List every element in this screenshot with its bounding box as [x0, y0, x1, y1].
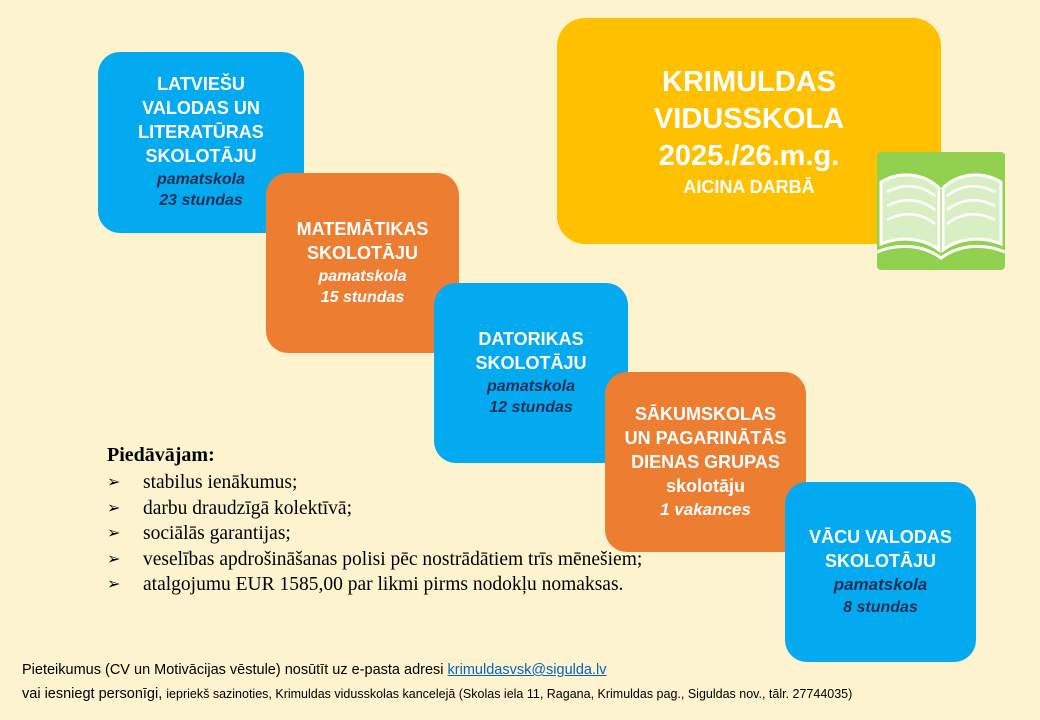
arrow-bullet-icon: ➢	[107, 525, 121, 542]
email-link[interactable]: krimuldasvsk@sigulda.lv	[447, 662, 607, 678]
school-year: 2025./26.m.g.	[658, 139, 840, 172]
offer-text: atalgojumu EUR 1585,00 par likmi pirms nodokļu nomaksas.	[143, 574, 624, 595]
offer-text: stabilus ienākumus;	[143, 472, 298, 493]
vacancy-card-german	[785, 482, 976, 662]
book-icon	[877, 152, 1005, 270]
vacancy-hours: 12 stundas	[489, 398, 573, 416]
vacancy-hours: 1 vakances	[660, 499, 751, 519]
vacancy-title: skolotāju	[665, 475, 745, 496]
vacancy-hours: 8 stundas	[843, 598, 918, 616]
list-item	[107, 521, 642, 547]
vacancy-title: SKOLOTĀJU	[145, 146, 257, 167]
list-item	[107, 572, 642, 598]
vacancy-title: SĀKUMSKOLAS	[634, 403, 776, 424]
school-name-line2: VIDUSSKOLA	[653, 103, 845, 136]
arrow-bullet-icon: ➢	[107, 474, 121, 491]
vacancy-title: VALODAS UN	[142, 98, 260, 119]
vacancy-title: UN PAGARINĀTĀS	[624, 427, 787, 448]
footer-instructions: Pieteikumus (CV un Motivācijas vēstule) nosūtīt uz e-pasta adresi	[22, 662, 448, 678]
vacancy-title: VĀCU VALODAS	[809, 527, 952, 548]
vacancy-card-computing	[434, 283, 628, 463]
vacancy-title: SKOLOTĀJU	[824, 551, 936, 572]
list-item	[107, 496, 642, 522]
vacancy-title: DIENAS GRUPAS	[631, 451, 780, 472]
application-footer	[22, 658, 1032, 706]
list-item	[107, 470, 642, 496]
vacancy-title: LITERATŪRAS	[138, 122, 264, 143]
footer-line-1	[22, 658, 1032, 682]
vacancy-level: pamatskola	[486, 377, 576, 395]
vacancy-hours: 23 stundas	[159, 192, 243, 210]
offers-list	[107, 470, 642, 598]
offer-text: sociālās garantijas;	[143, 523, 291, 544]
offers-section	[107, 444, 642, 598]
vacancy-hours: 15 stundas	[320, 288, 405, 306]
vacancy-title: SKOLOTĀJU	[306, 242, 418, 263]
offer-text: darbu draudzīgā kolektīvā;	[143, 497, 353, 519]
footer-in-person: vai iesniegt personīgi,	[22, 686, 167, 702]
arrow-bullet-icon: ➢	[107, 576, 121, 593]
arrow-bullet-icon: ➢	[107, 550, 121, 568]
vacancy-level: pamatskola	[833, 575, 928, 594]
vacancy-level: pamatskola	[318, 267, 407, 285]
header-subtitle: AICINA DARBĀ	[683, 176, 815, 197]
vacancy-title: DATORIKAS	[478, 328, 584, 349]
offers-title: Piedāvājam:	[107, 444, 215, 466]
vacancy-title: MATEMĀTIKAS	[296, 218, 429, 239]
offer-text: veselības apdrošināšanas polisi pēc nostrādātiem trīs mēnešiem;	[143, 548, 643, 570]
footer-address: iepriekš sazinoties, Krimuldas vidusskolas kancelejā (Skolas iela 11, Ragana, Krimuldas pag., Siguldas nov., tālr. 27744035)	[166, 687, 853, 701]
school-name-line1: KRIMULDAS	[662, 66, 836, 99]
list-item	[107, 547, 642, 573]
vacancy-card-math	[266, 173, 459, 353]
vacancy-title: LATVIEŠU	[157, 74, 245, 95]
arrow-bullet-icon: ➢	[107, 499, 121, 517]
footer-line-2	[22, 682, 1032, 706]
vacancy-level: pamatskola	[156, 171, 246, 189]
vacancy-title: SKOLOTĀJU	[475, 352, 587, 373]
